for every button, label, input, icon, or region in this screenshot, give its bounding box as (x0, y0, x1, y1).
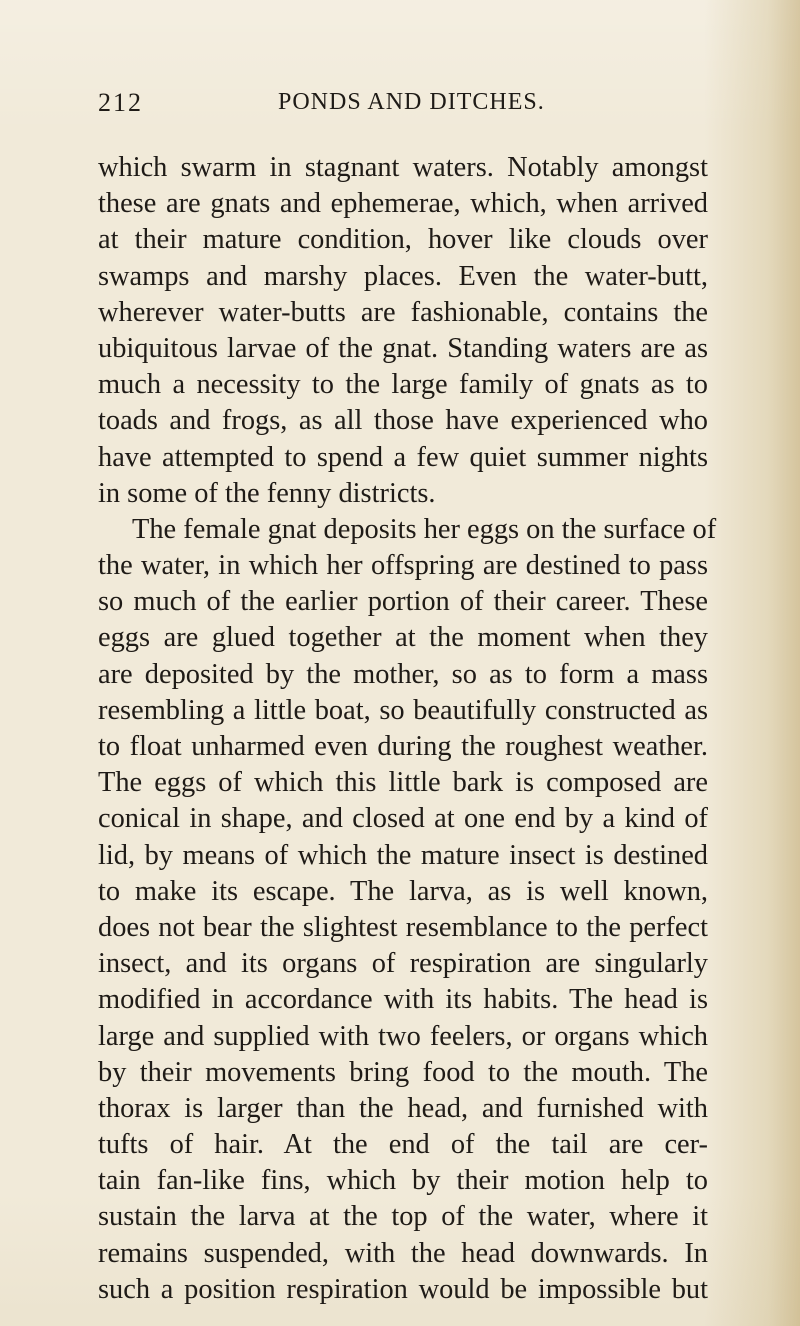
body-text (98, 150, 717, 1308)
text-line: in some of the fenny districts. (98, 477, 436, 509)
text-line: have attempted to spend a few quiet summer nights (98, 441, 708, 473)
text-line: thorax is larger than the head, and furnished with (98, 1092, 708, 1124)
text-line: The female gnat deposits her eggs on the surface of (132, 513, 717, 545)
text-line: swamps and marshy places. Even the water-butt, (98, 260, 708, 292)
text-line: conical in shape, and closed at one end by a kind of (98, 803, 708, 835)
text-line: by their movements bring food to the mouth. The (98, 1056, 708, 1088)
text-line: does not bear the slightest resemblance to the perfect (98, 911, 708, 943)
text-line: tufts of hair. At the end of the tail are cer- (98, 1129, 708, 1161)
text-line: modified in accordance with its habits. The head is (98, 984, 708, 1016)
text-line: wherever water-butts are fashionable, contains the (98, 296, 708, 328)
text-line: tain fan-like fins, which by their motion help to (98, 1165, 708, 1197)
text-line: are deposited by the mother, so as to form a mass (98, 658, 708, 690)
text-line: large and supplied with two feelers, or organs which (98, 1020, 708, 1052)
text-line: insect, and its organs of respiration are singularly (98, 948, 708, 980)
text-line: lid, by means of which the mature insect is destined (98, 839, 708, 871)
page-header (98, 90, 708, 126)
text-line: at their mature condition, hover like clouds over (98, 224, 708, 256)
text-line: remains suspended, with the head downwards. In (98, 1237, 708, 1269)
page-number: 212 (98, 88, 143, 117)
text-line: resembling a little boat, so beautifully constructed as (98, 694, 708, 726)
text-line: sustain the larva at the top of the water, where it (98, 1201, 708, 1233)
text-line: which swarm in stagnant waters. Notably amongst (98, 152, 708, 183)
text-line: ubiquitous larvae of the gnat. Standing waters are as (98, 332, 708, 364)
text-line: eggs are glued together at the moment when they (98, 622, 708, 654)
text-line: toads and frogs, as all those have experienced who (98, 405, 708, 437)
text-line: much a necessity to the large family of gnats as to (98, 369, 708, 401)
text-line: the water, in which her offspring are destined to pass (98, 550, 708, 582)
text-line: these are gnats and ephemerae, which, when arrived (98, 188, 708, 220)
text-line: such a position respiration would be impossible but (98, 1273, 708, 1305)
text-line: to make its escape. The larva, as is well known, (98, 875, 708, 907)
text-line: The eggs of which this little bark is composed are (98, 767, 708, 799)
text-line: to float unharmed even during the roughest weather. (98, 731, 708, 762)
text-line: so much of the earlier portion of their career. These (98, 586, 708, 618)
running-head: PONDS AND DITCHES. (278, 89, 545, 115)
